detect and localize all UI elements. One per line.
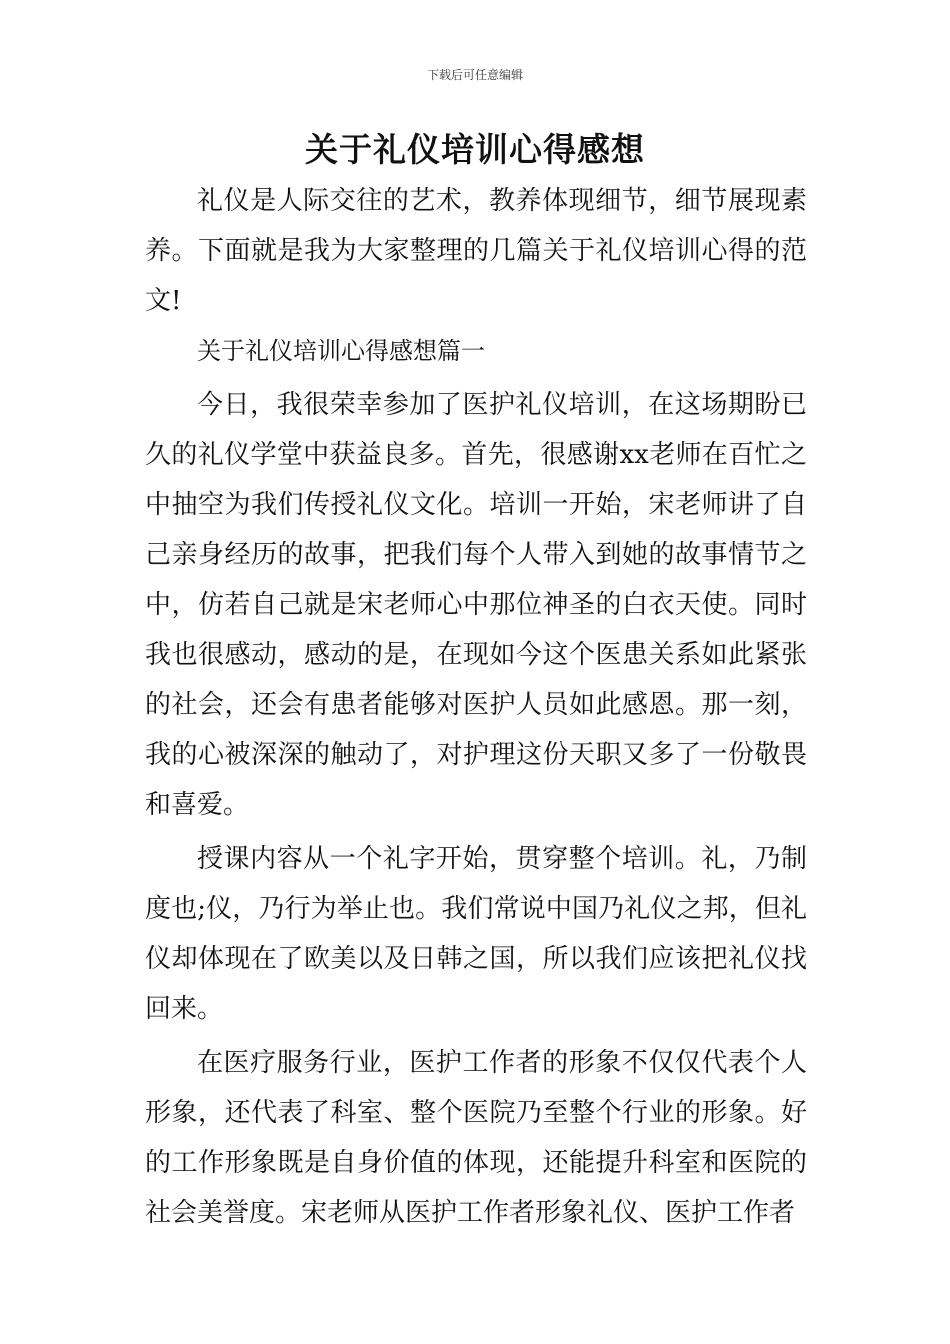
document-body [145, 176, 807, 1238]
body-paragraph-3: 在医疗服务行业，医护工作者的形象不仅仅代表个人形象，还代表了科室、整个医院乃至整个行业的形象。好的工作形象既是自身价值的体现，还能提升科室和医院的社会美誉度。宋老师从医护工作者形象礼仪、医护工作者 [145, 1048, 807, 1228]
document-title: 关于礼仪培训心得感想 [305, 130, 645, 169]
body-paragraph-2: 授课内容从一个礼字开始，贯穿整个培训。礼，乃制度也;仪，乃行为举止也。我们常说中国乃礼仪之邦，但礼仪却体现在了欧美以及日韩之国，所以我们应该把礼仪找回来。 [145, 844, 807, 1024]
section-heading: 关于礼仪培训心得感想篇一 [197, 337, 485, 365]
body-paragraph-1: 今日，我很荣幸参加了医护礼仪培训，在这场期盼已久的礼仪学堂中获益良多。首先，很感谢xx老师在百忙之中抽空为我们传授礼仪文化。培训一开始，宋老师讲了自己亲身经历的故事，把我们每个人带入到她的故事情节之中，仿若自己就是宋老师心中那位神圣的白衣天使。同时我也很感动，感动的是，在现如今这个医患关系如此紧张的社会，还会有患者能够对医护人员如此感恩。那一刻，我的心被深深的触动了，对护理这份天职又多了一份敬畏和喜爱。 [145, 390, 807, 820]
intro-paragraph: 礼仪是人际交往的艺术，教养体现细节，细节展现素养。下面就是我为大家整理的几篇关于礼仪培训心得的范文! [145, 186, 807, 316]
header-note: 下载后可任意编辑 [426, 68, 523, 82]
